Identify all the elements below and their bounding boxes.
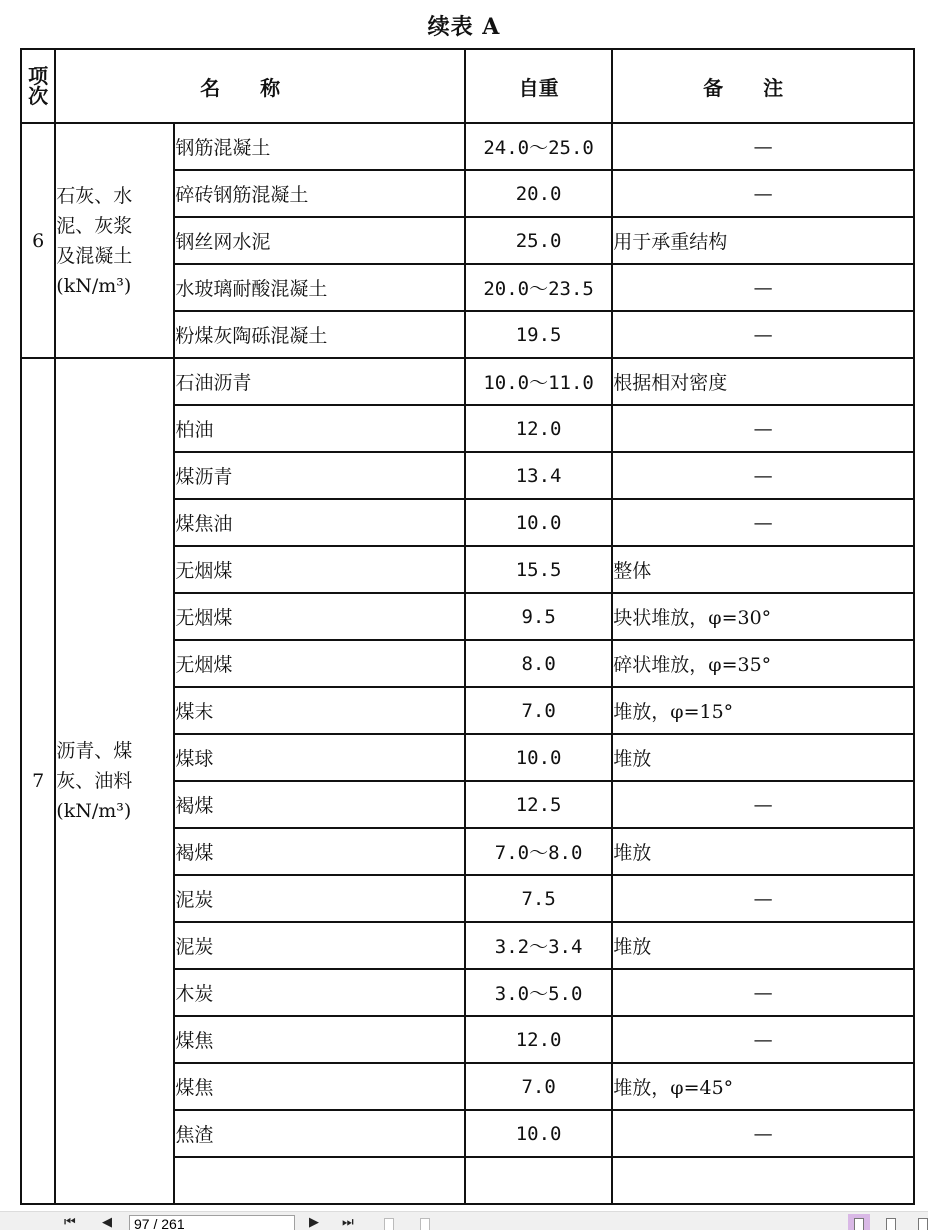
material-note: — (612, 264, 914, 311)
group-category (55, 123, 174, 358)
material-weight: 20.0～23.5 (465, 264, 612, 311)
material-weight: 10.0～11.0 (465, 358, 612, 405)
material-weight: 7.5 (465, 875, 612, 922)
category-line: 石灰、水 (56, 184, 133, 207)
material-note: — (612, 170, 914, 217)
material-name: 水玻璃耐酸混凝土 (174, 264, 465, 311)
material-weight: 3.0～5.0 (465, 969, 612, 1016)
material-weight: 3.2～3.4 (465, 922, 612, 969)
material-weight: 12.0 (465, 405, 612, 452)
material-name: 钢丝网水泥 (174, 217, 465, 264)
category-line: 灰、油料 (56, 770, 133, 792)
material-weight: 9.5 (465, 593, 612, 640)
material-note: 用于承重结构 (612, 217, 914, 264)
material-weight: 15.5 (465, 546, 612, 593)
material-name: 焦渣 (174, 1110, 465, 1157)
single-page-view-button[interactable] (848, 1214, 870, 1230)
material-name: 粉煤灰陶砾混凝土 (174, 311, 465, 358)
header-row (21, 49, 914, 123)
material-weight: 7.0 (465, 1063, 612, 1110)
material-name (174, 1157, 465, 1204)
material-weight: 12.5 (465, 781, 612, 828)
material-note: 根据相对密度 (612, 358, 914, 405)
material-name: 钢筋混凝土 (174, 123, 465, 170)
material-name: 煤沥青 (174, 452, 465, 499)
category-line: 及混凝土 (56, 244, 133, 267)
material-note: 碎状堆放，φ=35° (612, 640, 914, 687)
next-page-icon[interactable]: ▶ (309, 1215, 319, 1230)
group-index: 7 (21, 358, 55, 1204)
material-weight: 20.0 (465, 170, 612, 217)
material-name: 石油沥青 (174, 358, 465, 405)
material-weight: 10.0 (465, 499, 612, 546)
two-page-view-button[interactable] (912, 1214, 928, 1230)
material-note: — (612, 311, 914, 358)
table-row (21, 123, 914, 170)
material-note: 整体 (612, 546, 914, 593)
material-name: 无烟煤 (174, 593, 465, 640)
material-weight: 7.0 (465, 687, 612, 734)
material-name: 煤焦 (174, 1016, 465, 1063)
page-icon[interactable] (414, 1214, 436, 1230)
material-name: 无烟煤 (174, 640, 465, 687)
material-note (612, 1157, 914, 1204)
table-title: 续表 A (427, 14, 501, 40)
material-note: — (612, 499, 914, 546)
material-weight: 12.0 (465, 1016, 612, 1063)
material-name: 褐煤 (174, 828, 465, 875)
material-note: — (612, 405, 914, 452)
material-name: 煤球 (174, 734, 465, 781)
material-weight: 8.0 (465, 640, 612, 687)
group-category (55, 358, 174, 1204)
load-table (20, 48, 915, 1205)
category-line: (kN/m³) (56, 274, 132, 297)
material-name: 煤焦油 (174, 499, 465, 546)
material-weight: 19.5 (465, 311, 612, 358)
table-row (21, 358, 914, 405)
last-page-icon[interactable]: ⏭ (342, 1215, 354, 1230)
material-weight (465, 1157, 612, 1204)
material-weight: 24.0～25.0 (465, 123, 612, 170)
material-name: 泥炭 (174, 922, 465, 969)
material-name: 木炭 (174, 969, 465, 1016)
material-name: 泥炭 (174, 875, 465, 922)
material-weight: 13.4 (465, 452, 612, 499)
material-name: 煤末 (174, 687, 465, 734)
material-note: — (612, 875, 914, 922)
header-index: 项次 (21, 49, 55, 123)
first-page-icon[interactable]: ⏮ (64, 1215, 76, 1230)
material-note: 堆放，φ=15° (612, 687, 914, 734)
material-note: 堆放，φ=45° (612, 1063, 914, 1110)
material-note: — (612, 123, 914, 170)
material-note: 块状堆放，φ=30° (612, 593, 914, 640)
material-weight: 10.0 (465, 1110, 612, 1157)
material-weight: 7.0～8.0 (465, 828, 612, 875)
material-note: 堆放 (612, 828, 914, 875)
group-index: 6 (21, 123, 55, 358)
material-name: 柏油 (174, 405, 465, 452)
category-line: 泥、灰浆 (56, 214, 133, 237)
prev-page-icon[interactable]: ◀ (102, 1215, 112, 1230)
continuous-view-button[interactable] (880, 1214, 902, 1230)
material-name: 碎砖钢筋混凝土 (174, 170, 465, 217)
material-name: 无烟煤 (174, 546, 465, 593)
copy-page-icon[interactable] (378, 1214, 400, 1230)
header-name: 名称 (55, 49, 465, 123)
category-line: (kN/m³) (56, 800, 132, 822)
material-note: — (612, 781, 914, 828)
material-weight: 10.0 (465, 734, 612, 781)
material-name: 褐煤 (174, 781, 465, 828)
page-number-input[interactable] (129, 1215, 295, 1230)
material-weight: 25.0 (465, 217, 612, 264)
material-note: — (612, 969, 914, 1016)
material-note: 堆放 (612, 922, 914, 969)
material-note: — (612, 1110, 914, 1157)
header-note: 备注 (612, 49, 914, 123)
material-note: — (612, 452, 914, 499)
material-note: 堆放 (612, 734, 914, 781)
document-page (20, 48, 915, 1205)
category-line: 沥青、煤 (56, 740, 133, 762)
material-note: — (612, 1016, 914, 1063)
viewer-toolbar (0, 1211, 928, 1230)
material-name: 煤焦 (174, 1063, 465, 1110)
header-weight: 自重 (465, 49, 612, 123)
